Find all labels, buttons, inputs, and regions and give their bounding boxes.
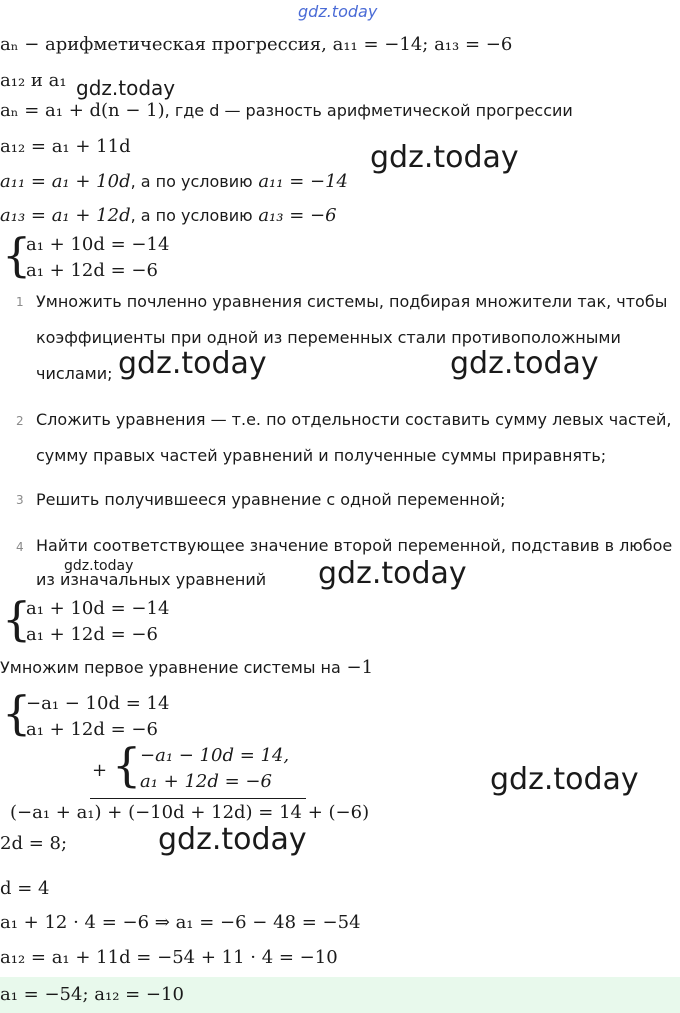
a11-formula <box>0 171 348 192</box>
system-equation: −a₁ − 10d = 14 <box>26 693 170 714</box>
step-text: сумму правых частей уравнений и полученные суммы приравнять; <box>36 446 607 465</box>
watermark: gdz.today <box>450 346 599 381</box>
formula: a₁₁ = a₁ + 10d <box>0 171 131 192</box>
system-equation: a₁ + 10d = −14 <box>26 234 170 255</box>
system-equation: a₁ + 12d = −6 <box>26 719 158 740</box>
watermark: gdz.today <box>76 76 176 100</box>
system-equation: −a₁ − 10d = 14, <box>140 745 290 766</box>
watermark: gdz.today <box>490 762 639 797</box>
system-brace: { <box>112 738 142 792</box>
step-text: из изначальных уравнений <box>36 570 267 589</box>
watermark: gdz.today <box>64 558 134 574</box>
a13-formula <box>0 205 337 226</box>
step-text: Решить получившееся уравнение с одной переменной; <box>36 490 506 509</box>
step-text: Найти соответствующее значение второй переменной, подставив в любое <box>36 536 673 555</box>
find-statement: a₁₂ и a₁ <box>0 70 67 91</box>
watermark: gdz.today <box>318 556 467 591</box>
system-brace: { <box>2 686 32 740</box>
condition-text: , а по условию <box>130 206 253 225</box>
answer: a₁ = −54; a₁₂ = −10 <box>0 984 184 1005</box>
sum-rule <box>90 798 306 799</box>
condition-value: a₁₃ = −6 <box>258 205 337 226</box>
plus-sign: + <box>92 760 108 781</box>
condition-value: a₁₁ = −14 <box>258 171 348 192</box>
condition-text: , а по условию <box>130 172 253 191</box>
result-line: 2d = 8; <box>0 833 68 854</box>
multiply-text: Умножим первое уравнение системы на <box>0 658 341 677</box>
system-brace: { <box>2 592 32 646</box>
formula: a₁₃ = a₁ + 12d <box>0 205 131 226</box>
step-text: Умножить почленно уравнения системы, подбирая множители так, чтобы <box>36 292 668 311</box>
problem-statement: aₙ − арифметическая прогрессия, a₁₁ = −14; a₁₃ = −6 <box>0 34 513 55</box>
general-formula <box>0 100 573 121</box>
step-text: коэффициенты при одной из переменных стали противоположными <box>36 328 621 347</box>
system-brace: { <box>2 228 32 282</box>
step-number: 1 <box>16 295 24 309</box>
step-number: 3 <box>16 493 24 507</box>
multiply-instruction <box>0 657 373 678</box>
formula: aₙ = a₁ + d(n − 1) <box>0 100 165 121</box>
step-number: 2 <box>16 414 24 428</box>
system-equation: a₁ + 12d = −6 <box>26 624 158 645</box>
multiply-value: −1 <box>346 657 374 678</box>
step-text: числами; <box>36 364 113 383</box>
watermark: gdz.today <box>370 140 519 175</box>
a12-formula: a₁₂ = a₁ + 11d <box>0 136 131 157</box>
step-text: Сложить уравнения — т.е. по отдельности составить сумму левых частей, <box>36 410 672 429</box>
watermark: gdz.today <box>118 346 267 381</box>
step-number: 4 <box>16 540 24 554</box>
result-line: a₁₂ = a₁ + 11d = −54 + 11 · 4 = −10 <box>0 947 338 968</box>
top-watermark: gdz.today <box>298 2 378 21</box>
formula-explanation: , где d — разность арифметической прогрессии <box>164 101 573 120</box>
result-line: d = 4 <box>0 878 50 899</box>
system-equation: a₁ + 12d = −6 <box>140 771 272 792</box>
system-equation: a₁ + 10d = −14 <box>26 598 170 619</box>
system-equation: a₁ + 12d = −6 <box>26 260 158 281</box>
watermark: gdz.today <box>158 822 307 857</box>
result-line: a₁ + 12 · 4 = −6 ⇒ a₁ = −6 − 48 = −54 <box>0 912 361 933</box>
sum-equation: (−a₁ + a₁) + (−10d + 12d) = 14 + (−6) <box>10 802 370 823</box>
